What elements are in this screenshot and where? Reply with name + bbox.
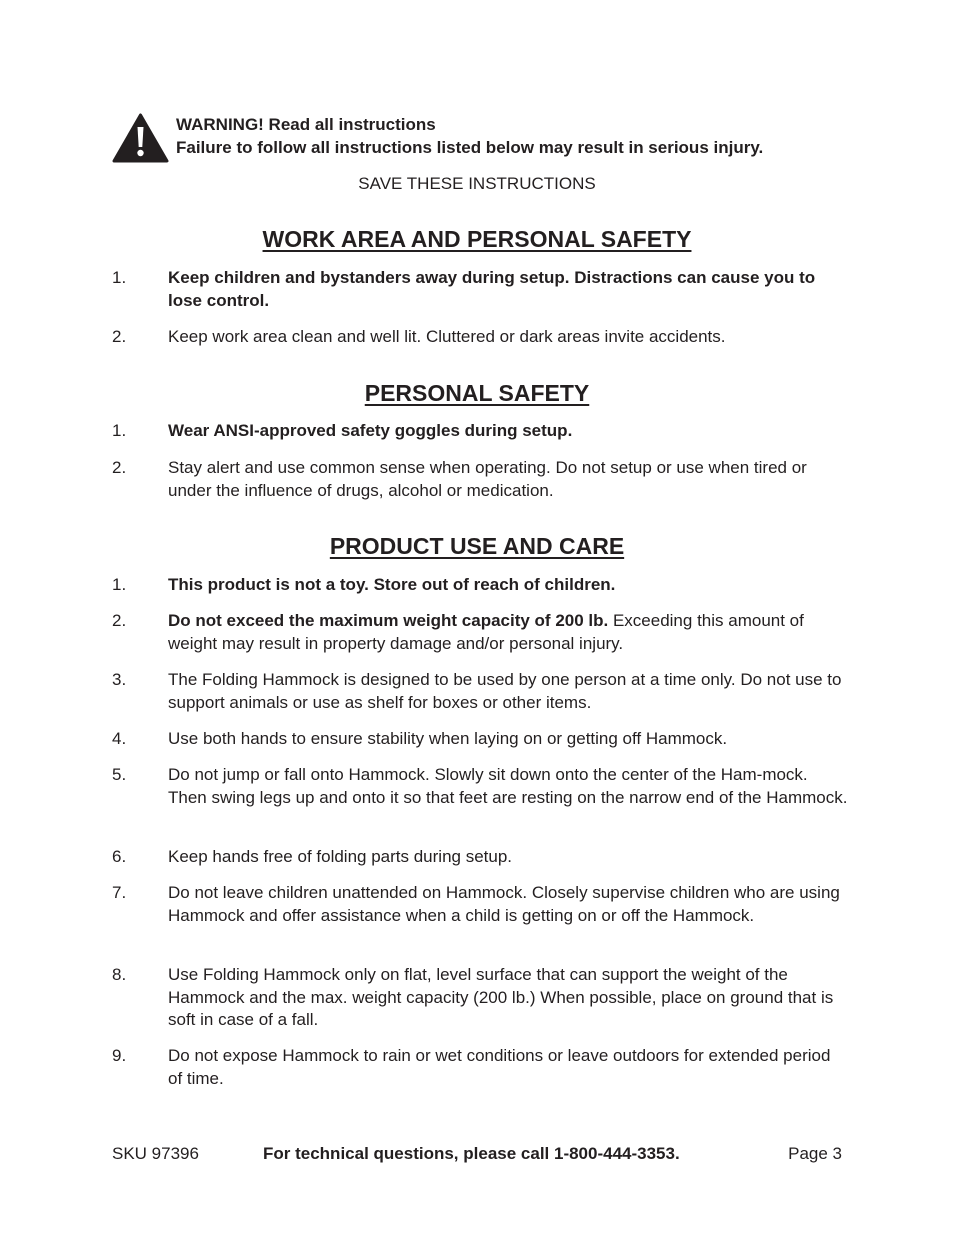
warning-line-2: Failure to follow all instructions listed below may result in serious injury. (176, 138, 764, 157)
section-heading-product-use: PRODUCT USE AND CARE (329, 533, 625, 559)
item-text: Do not leave children unattended on Hammock. Closely supervise children who are using Hammock and offer assistance when a child is getting on or off the Hammock. (168, 883, 840, 925)
item-text: This product is not a toy. Store out of reach of children. (168, 575, 616, 594)
item-text: Use Folding Hammock only on flat, level surface that can support the weight of the Hammock and the max. weight capacity (200 lb.) When possible, place on ground that is soft in case of a fall. (168, 965, 834, 1029)
item-text: The Folding Hammock is designed to be used by one person at a time only. Do not use to support animals or use as shelf for boxes or other items. (168, 670, 842, 712)
footer-sku: SKU 97396 (112, 1144, 199, 1163)
item-number: 2. (112, 458, 127, 477)
item-text: Keep hands free of folding parts during setup. (168, 847, 513, 866)
footer-contact: For technical questions, please call 1-800-444-3353. (263, 1144, 680, 1163)
section-heading-personal-safety: PERSONAL SAFETY (364, 380, 590, 406)
item-number: 4. (112, 729, 127, 748)
section-heading-work-area: WORK AREA AND PERSONAL SAFETY (262, 226, 692, 252)
item-text: Keep work area clean and well lit. Cluttered or dark areas invite accidents. (168, 327, 726, 346)
item-number: 1. (112, 421, 127, 440)
item-number: 5. (112, 765, 127, 784)
warning-line-1: WARNING! Read all instructions (176, 115, 436, 134)
footer-page-number: Page 3 (788, 1144, 842, 1163)
item-text: Keep children and bystanders away during setup. Distractions can cause you to lose control. (168, 268, 816, 310)
item-number: 2. (112, 327, 127, 346)
item-number: 1. (112, 575, 127, 594)
save-instructions: SAVE THESE INSTRUCTIONS (358, 174, 596, 193)
item-number: 2. (112, 611, 127, 630)
item-number: 3. (112, 670, 127, 689)
item-number: 6. (112, 847, 127, 866)
warning-block (112, 113, 852, 165)
item-text: Stay alert and use common sense when operating. Do not setup or use when tired or under the influence of drugs, alcohol or medication. (168, 458, 807, 500)
item-number: 1. (112, 268, 127, 287)
item-text: Wear ANSI-approved safety goggles during setup. (168, 421, 573, 440)
item-number: 8. (112, 965, 127, 984)
item-number: 7. (112, 883, 127, 902)
warning-triangle-icon (112, 113, 169, 163)
warning-text (176, 113, 763, 159)
item-text: Do not jump or fall onto Hammock. Slowly sit down onto the center of the Ham-mock. Then swing legs up and onto it so that feet are resting on the narrow end of the Hammock. (168, 765, 848, 807)
item-text: Use both hands to ensure stability when laying on or getting off Hammock. (168, 729, 728, 748)
item-text: Do not expose Hammock to rain or wet conditions or leave outdoors for extended period of time. (168, 1046, 831, 1088)
item-text: Do not exceed the maximum weight capacity of 200 lb. Exceeding this amount of weight may result in property damage and/or personal injury. (168, 611, 804, 653)
item-number: 9. (112, 1046, 127, 1065)
